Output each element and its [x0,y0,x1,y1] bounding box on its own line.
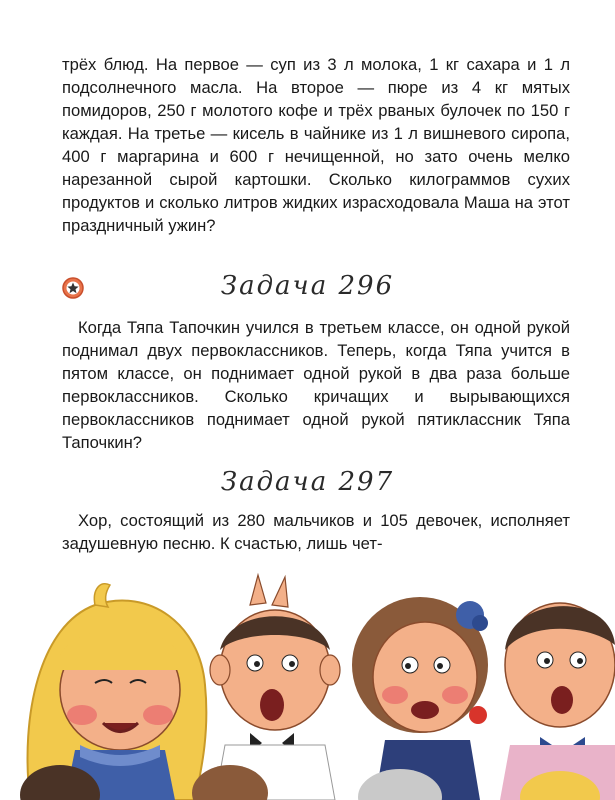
problem-296-title: Задача 296 [220,271,395,301]
problem-297-paragraph [62,509,570,555]
choir-children-illustration [0,565,615,800]
problem-296-text: Когда Тяпа Тапочкин учился в третьем классе, он одной рукой поднимал двух первоклассников. Теперь, когда Тяпа учится в пятом классе, он поднимает одной рукой в два раза больше первоклассников. Сколько кричащих и вырывающихся первоклассников поднимает одной рукой пятиклассник Тяпа Тапочкин? [62,318,570,452]
problem-296-paragraph [62,316,570,454]
dark-haired-boy-figure [500,603,615,800]
problem-297-title: Задача 297 [220,467,395,497]
intro-text: трёх блюд. На первое — суп из 3 л молока, 1 кг сахара и 1 л подсолнечного масла. На второе — пюре из 4 кг мятых помидоров, 250 г молотого кофе и трёх рваных булочек по 150 г каждая. На третье — кисель в чайнике из 1 л вишневого сиропа, 400 г маргарина и 600 г нечищенной, но зато очень мелко нарезанной сырой картошки. Сколько килограммов сухих продуктов и сколько литров жидких израсходовала Маша на этот праздничный ужин? [62,55,570,235]
problem-297-text: Хор, состоящий из 280 мальчиков и 105 девочек, исполняет задушевную песню. К счастью, лишь чет- [62,511,570,553]
intro-paragraph [62,53,570,237]
curly-girl-figure [352,597,488,800]
